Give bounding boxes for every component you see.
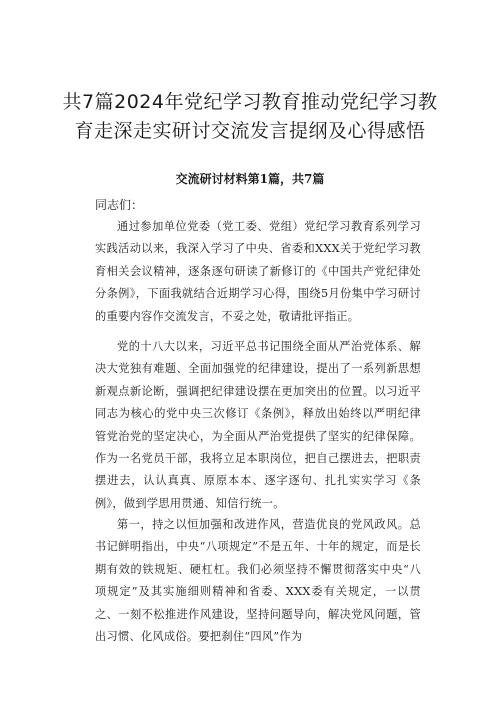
body-paragraph-2: 党的十八大以来，习近平总书记围绕全面从严治党体系、解决大党独有难题、全面加强党的纪律建设，提出了一系列新思想新观点新论断，强调把纪律建设摆在更加突出的位置。以习近平同志为核心的党中央三次修订《条例》，释放出始终以严明纪律管党治党的坚定决心，为全面从严治党提供了坚实的纪律保障。作为一名党员干部，我将立足本职岗位，把自己摆进去，把职责摆进去，认认真真、原原本本、逐字逐句、扎扎实实学习《条例》，做到学思用贯通、知信行统一。	[95, 340, 421, 510]
document-title: 共7篇2024年党纪学习教育推动党纪学习教育走深走实研讨交流发言提纲及心得感悟	[62, 91, 438, 142]
salutation: 同志们：	[95, 198, 144, 212]
section-heading: 交流研讨材料第1篇，共7篇	[175, 172, 325, 186]
body-paragraph-1: 通过参加单位党委（党工委、党组）党纪学习教育系列学习实践活动以来，我深入学习了中央、省委和XXX关于党纪学习教育相关会议精神，逐条逐句研读了新修订的《中国共产党纪律处分条例》，下面我就结合近期学习心得，围绕5月份集中学习研讨的重要内容作交流发言，不妥之处，敬请批评指正。	[95, 220, 421, 323]
body-paragraph-3: 第一，持之以恒加强和改进作风，营造优良的党风政风。总书记鲜明指出，中央“八项规定”不是五年、十年的规定，而是长期有效的铁规矩、硬杠杠。我们必须坚持不懈贯彻落实中央“八项规定”及其实施细则精神和省委、XXX委有关规定，一以贯之、一刻不松推进作风建设，坚持问题导向，解决党风问题，管出习惯、化风成俗。要把刹住“四风”作为	[95, 518, 421, 644]
